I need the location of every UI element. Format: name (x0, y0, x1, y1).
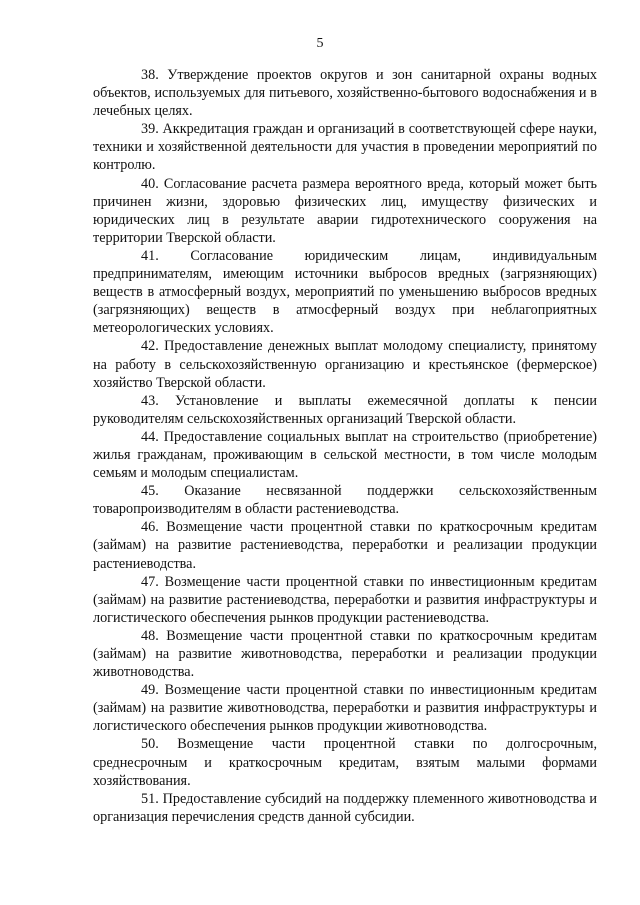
list-item-42: 42. Предоставление денежных выплат молодому специалисту, принятому на работу в сельскохозяйственную организацию и крестьянское (фермерское) хозяйство Тверской области. (93, 338, 597, 391)
list-item-40: 40. Согласование расчета размера вероятного вреда, который может быть причинен жизни, здоровью физических лиц, имуществу физических и юридических лиц в результате аварии гидротехнического сооружения на территории Тверской области. (93, 175, 597, 246)
list-item-47: 47. Возмещение части процентной ставки по инвестиционным кредитам (займам) на развитие растениеводства, переработки и развития инфраструктуры и логистического обеспечения рынков продукции растениеводства. (93, 573, 597, 626)
list-item-49: 49. Возмещение части процентной ставки по инвестиционным кредитам (займам) на развитие животноводства, переработки и развития инфраструктуры и логистического обеспечения рынков продукции животноводства. (93, 682, 597, 735)
list-item-43: 43. Установление и выплаты ежемесячной доплаты к пенсии руководителям сельскохозяйственных организаций Тверской области. (93, 392, 597, 427)
list-item-39: 39. Аккредитация граждан и организаций в соответствующей сфере науки, техники и хозяйственной деятельности для участия в проведении мероприятий по контролю. (93, 121, 597, 174)
list-item-51: 51. Предоставление субсидий на поддержку племенного животноводства и организация перечисления средств данной субсидии. (93, 790, 597, 825)
list-item-48: 48. Возмещение части процентной ставки по краткосрочным кредитам (займам) на развитие животноводства, переработки и реализации продукции животноводства. (93, 627, 597, 681)
page-number: 5 (316, 36, 324, 51)
list-item-50: 50. Возмещение части процентной ставки по долгосрочным, среднесрочным и краткосрочным кредитам, взятым малыми формами хозяйствования. (93, 736, 597, 789)
list-item-38: 38. Утверждение проектов округов и зон санитарной охраны водных объектов, используемых для питьевого, хозяйственно-бытового водоснабжения и в лечебных целях. (93, 67, 597, 120)
list-item-44: 44. Предоставление социальных выплат на строительство (приобретение) жилья гражданам, проживающим в сельской местности, в том числе молодым семьям и молодым специалистам. (93, 428, 597, 482)
list-item-45: 45. Оказание несвязанной поддержки сельскохозяйственным товаропроизводителям в области растениеводства. (93, 483, 597, 518)
document-body (93, 66, 597, 826)
list-item-41: 41. Согласование юридическим лицам, индивидуальным предпринимателям, имеющим источники выбросов вредных (загрязняющих) веществ в атмосферный воздух, мероприятий по уменьшению выбросов вредных (загрязняющих) веществ в атмосферный воздух при неблагоприятных метеорологических условиях. (93, 247, 597, 337)
list-item-46: 46. Возмещение части процентной ставки по краткосрочным кредитам (займам) на развитие растениеводства, переработки и реализации продукции растениеводства. (93, 519, 597, 572)
